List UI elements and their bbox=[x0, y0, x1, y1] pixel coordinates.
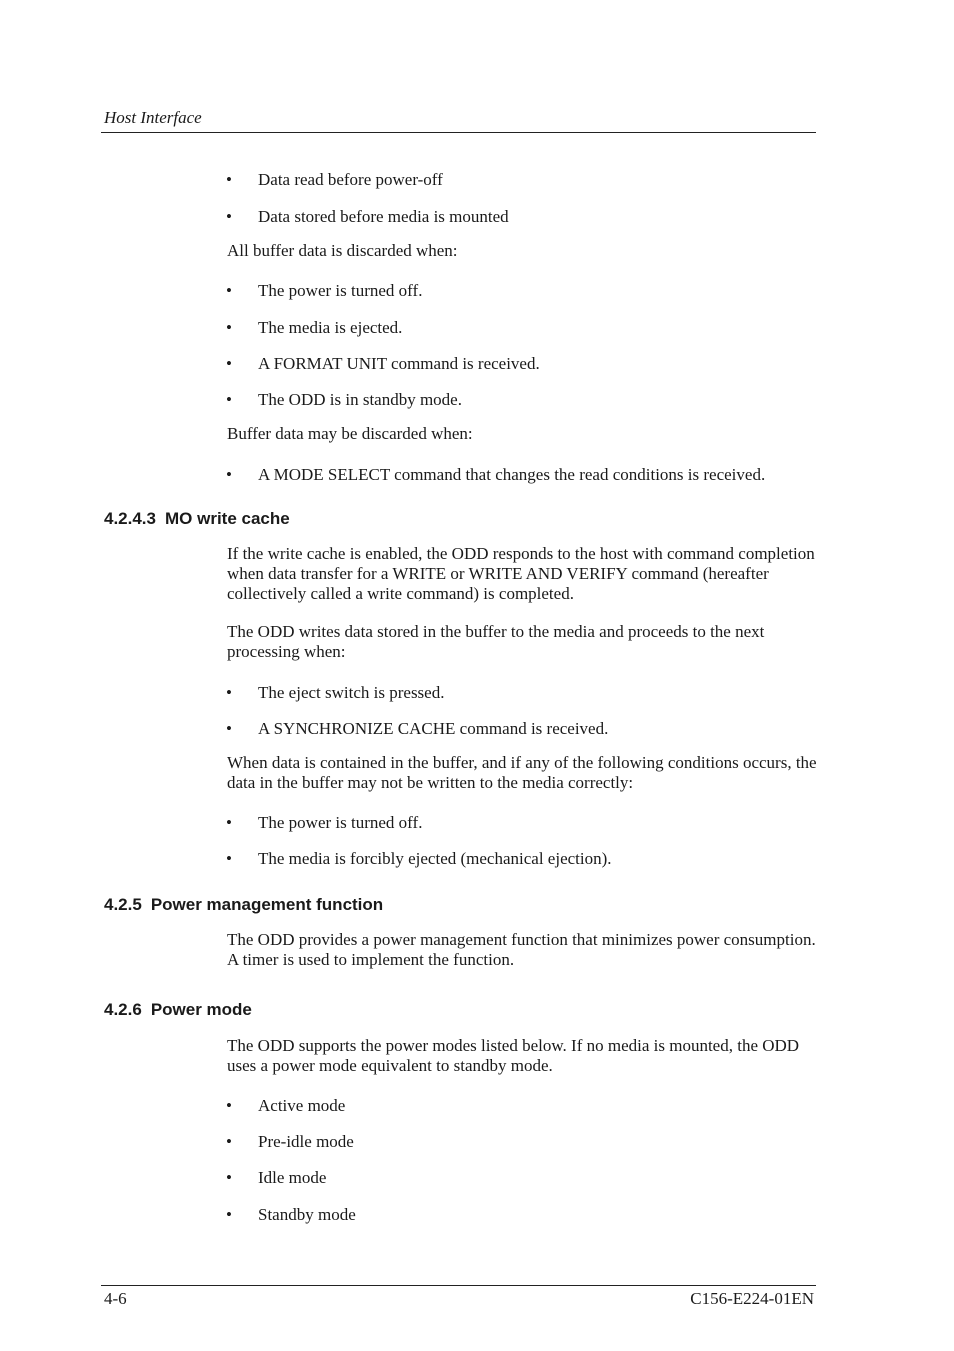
list-item-text: Standby mode bbox=[258, 1205, 356, 1224]
section-heading bbox=[104, 895, 383, 915]
section-number: 4.2.6 bbox=[104, 1000, 142, 1019]
bullet-icon: • bbox=[226, 354, 232, 373]
list-item-text: The ODD is in standby mode. bbox=[258, 390, 462, 409]
paragraph: Buffer data may be discarded when: bbox=[227, 424, 473, 443]
list-item-text: The media is ejected. bbox=[258, 318, 403, 337]
bullet-icon: • bbox=[226, 390, 232, 409]
section-title: Power management function bbox=[150, 895, 384, 914]
list-item-text: Idle mode bbox=[258, 1168, 327, 1187]
section-title: MO write cache bbox=[165, 509, 290, 528]
list-item-text: Data read before power-off bbox=[258, 170, 443, 189]
paragraph: The ODD writes data stored in the buffer to the media and proceeds to the next processing when: bbox=[227, 622, 765, 661]
list-item-text: A FORMAT UNIT command is received. bbox=[258, 354, 540, 373]
list-item-text: The power is turned off. bbox=[258, 813, 423, 832]
list-item-text: Data stored before media is mounted bbox=[258, 207, 509, 226]
bullet-icon: • bbox=[226, 465, 232, 484]
paragraph: When data is contained in the buffer, and if any of the following conditions occurs, the data in the buffer may not be written to the media correctly: bbox=[227, 753, 817, 792]
section-heading bbox=[104, 509, 290, 529]
paragraph: The ODD supports the power modes listed below. If no media is mounted, the ODD uses a power mode equivalent to standby mode. bbox=[227, 1036, 800, 1075]
section-number: 4.2.5 bbox=[104, 895, 142, 914]
list-item-text: Pre-idle mode bbox=[258, 1132, 354, 1151]
bullet-icon: • bbox=[226, 281, 232, 300]
list-item-text: The media is forcibly ejected (mechanical ejection). bbox=[258, 849, 612, 868]
bullet-icon: • bbox=[226, 683, 232, 702]
list-item-text: The power is turned off. bbox=[258, 281, 423, 300]
footer-rule bbox=[101, 1285, 816, 1286]
bullet-icon: • bbox=[226, 318, 232, 337]
list-item-text: A SYNCHRONIZE CACHE command is received. bbox=[258, 719, 609, 738]
bullet-icon: • bbox=[226, 1168, 232, 1187]
section-heading bbox=[104, 1000, 252, 1020]
paragraph: If the write cache is enabled, the ODD responds to the host with command completion when data transfer for a WRITE or WRITE AND VERIFY command (hereafter collectively called a write command) is completed. bbox=[227, 544, 815, 603]
bullet-icon: • bbox=[226, 1132, 232, 1151]
paragraph: The ODD provides a power management function that minimizes power consumption. A timer is used to implement the function. bbox=[227, 930, 816, 969]
bullet-icon: • bbox=[226, 719, 232, 738]
section-number: 4.2.4.3 bbox=[104, 509, 156, 528]
bullet-icon: • bbox=[226, 1096, 232, 1115]
paragraph: All buffer data is discarded when: bbox=[227, 241, 458, 260]
document-id: C156-E224-01EN bbox=[690, 1289, 814, 1308]
bullet-icon: • bbox=[226, 170, 232, 189]
bullet-icon: • bbox=[226, 207, 232, 226]
list-item-text: Active mode bbox=[258, 1096, 346, 1115]
page-number: 4-6 bbox=[104, 1289, 127, 1308]
list-item-text: A MODE SELECT command that changes the read conditions is received. bbox=[258, 465, 766, 484]
bullet-icon: • bbox=[226, 849, 232, 868]
bullet-icon: • bbox=[226, 813, 232, 832]
bullet-icon: • bbox=[226, 1205, 232, 1224]
section-title: Power mode bbox=[150, 1000, 252, 1019]
header-rule bbox=[101, 132, 816, 133]
running-header: Host Interface bbox=[104, 108, 202, 127]
list-item-text: The eject switch is pressed. bbox=[258, 683, 445, 702]
